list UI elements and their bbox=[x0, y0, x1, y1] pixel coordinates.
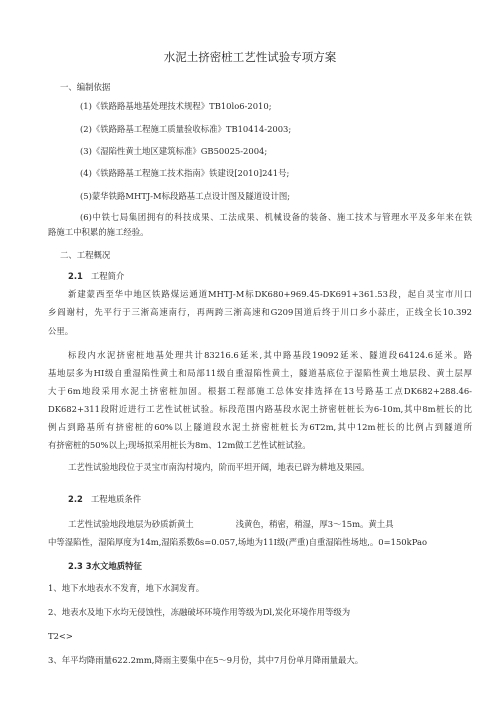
intro-para1-line2: 乡阎谢村，先平行于三淅高速南行，再两跨三淅高速和G209国道后终于川口乡小蒜庄，正线全长10.392 bbox=[48, 307, 472, 317]
subsection-heading-hydrology: 2.3 3水文地质特征 bbox=[68, 561, 142, 571]
basis-item-4: (4)《铁路路基工程施工技术指南》铁建设[2010]241号; bbox=[80, 168, 290, 178]
subsection-number: 2.2 bbox=[68, 494, 83, 504]
geology-line1 bbox=[68, 519, 394, 530]
subsection-title: 工程简介 bbox=[90, 271, 125, 281]
intro-para1-line3: 公里。 bbox=[48, 326, 74, 336]
intro-para3: 工艺性试验地段位于灵宝市南沟村境内，阶而平坦开阔，地表已辟为耕地及果园。 bbox=[68, 462, 370, 472]
section-heading-basis: 一、编制依据 bbox=[60, 82, 111, 92]
intro-para2-line1: 标段内水泥挤密桩地基处理共计83216.6延米,其中路基段19092延米、隧道段64124.6延米。路 bbox=[68, 350, 472, 360]
geology-line1-part1: 工艺性试验地段地层为砂质新黄土 bbox=[68, 519, 194, 529]
intro-para1-line1: 新建蒙西至华中地区铁路煤运通道MHTJ-M标DK680+969.45-DK691+361.53段，起自灵宝市川口 bbox=[68, 289, 472, 299]
subsection-title: 工程地质条件 bbox=[90, 494, 142, 504]
section-heading-overview: 二、工程概况 bbox=[60, 250, 111, 260]
hydrology-item-2-cont: T2<> bbox=[48, 631, 73, 641]
basis-item-6: (6)中铁七局集团拥有的科技成果、工法成果、机械设备的装备、施工技术与管理水平及多年来在铁 bbox=[80, 212, 472, 222]
basis-item-5: (5)蒙华铁路MHTJ-M标段路基工点设计图及隧道设计图; bbox=[80, 191, 291, 201]
intro-para2-line4: DK682+311段附近进行工艺性试桩试验。标段范围内路基段水泥土挤密桩桩长为6-10m,其中8m桩长的比 bbox=[48, 404, 472, 414]
subsection-number: 2.1 bbox=[68, 271, 83, 281]
document-title: 水泥土挤密桩工艺性试验专项方案 bbox=[163, 50, 337, 64]
intro-para2-line6: 有挤密桩的50%以上;现场拟采用桩长为8m、12m做工艺性试桩试验。 bbox=[48, 440, 311, 450]
subsection-heading-geology bbox=[68, 494, 141, 505]
intro-para2-line3: 大于6m地段采用水泥土挤密桩加固。根据工程部施工总体安排选择在13号路基工点DK682+288.46- bbox=[48, 386, 472, 396]
hydrology-item-2: 2、地表水及地下水均无侵蚀性，冻融破坏环境作用等级为Dl,炭化环境作用等级为 bbox=[48, 607, 351, 617]
basis-item-3: (3)《湿陷性黄土地区建筑标准》GB50025-2004; bbox=[80, 146, 268, 156]
hydrology-item-1: 1、地下水地表水不发育，地下水洞发育。 bbox=[48, 583, 205, 593]
intro-para2-line5: 例占到路基所有挤密桩的60%以上隧道段水泥土挤密桩桩长为6T2m,其中12m桩长的比例占到隧道所 bbox=[48, 422, 472, 432]
basis-item-1: (1)《铁路路基地基处理技术规程》TB10lo6-2010; bbox=[80, 101, 272, 111]
geology-line1-part2: 浅黄色，稍密，稍湿，厚3〜15m。黄土具 bbox=[235, 519, 394, 529]
basis-item-6-cont: 路施工中积累的施工经验。 bbox=[48, 227, 149, 237]
hydrology-item-3: 3、年平均降雨量622.2mm,降雨主要集中在5〜9月份，其中7月份单月降雨量最大。 bbox=[48, 655, 364, 665]
basis-item-2: (2)《铁路路基工程施工质量验收标准》TB10414-2003; bbox=[80, 124, 292, 134]
intro-para2-line2: 基地层多为HI级自重湿陷性黄土和局部11级自重湿陷性黄土，隧道基底位于湿陷性黄土地层段、黄土层厚 bbox=[48, 368, 472, 378]
subsection-heading-intro bbox=[68, 271, 124, 282]
geology-line2: 中等湿陷性，湿陷厚度为14m,湿陷系数δs=0.057,场地为11I级(严重)自重湿陷性场地,。0=150kPao bbox=[48, 537, 427, 547]
